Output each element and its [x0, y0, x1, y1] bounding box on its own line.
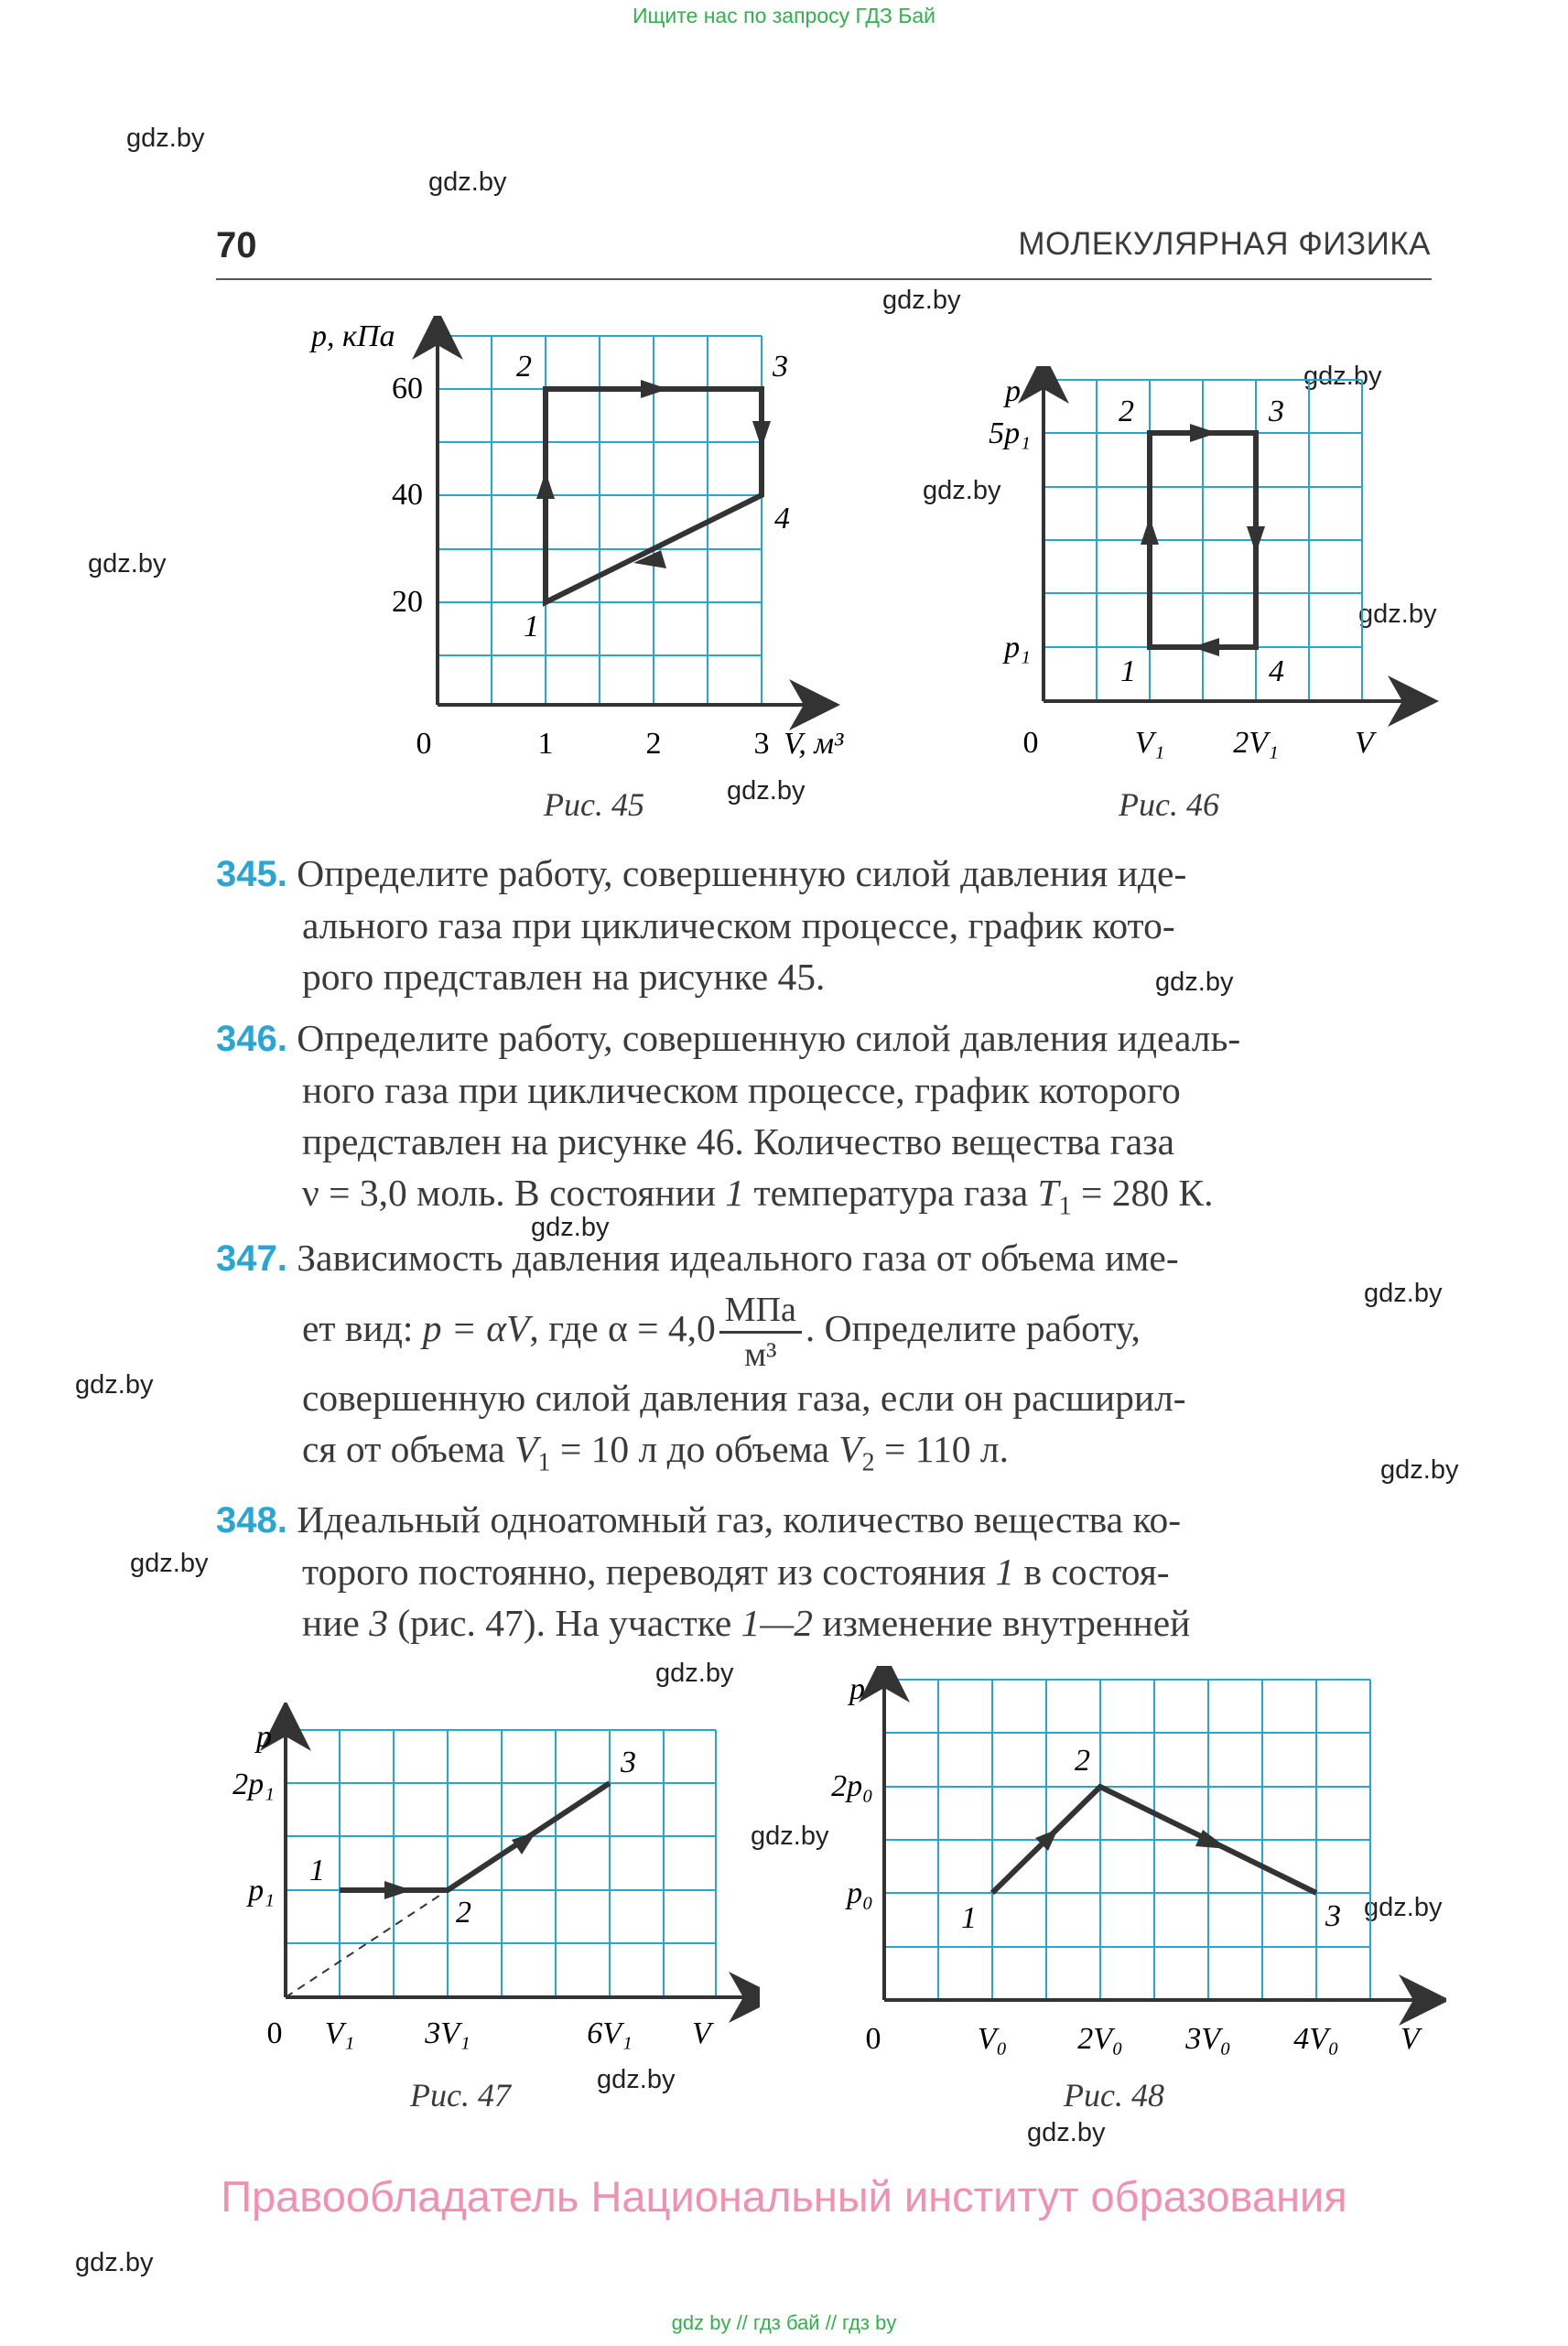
- point-label: 3: [773, 350, 788, 384]
- watermark: gdz.by: [923, 476, 1001, 505]
- problem-346: [216, 1012, 1433, 1232]
- grid: [1044, 380, 1362, 701]
- point-label: 1: [309, 1854, 325, 1887]
- point-label: 1: [961, 1901, 977, 1935]
- grid: [884, 1680, 1370, 2000]
- direction-arrows: [384, 1832, 536, 1899]
- y-tick: 5p₁: [989, 416, 1031, 450]
- figure-45: [275, 316, 897, 792]
- watermark: gdz.by: [75, 2248, 154, 2277]
- y-tick: 60: [392, 372, 423, 405]
- watermark: gdz.by: [75, 1370, 154, 1400]
- x-tick: 2V₀: [1077, 2022, 1123, 2056]
- watermark: gdz.by: [1358, 600, 1437, 629]
- x-tick: 3V₁: [425, 2016, 470, 2050]
- x-tick: 4V₀: [1293, 2022, 1339, 2056]
- problem-text-line: Определите работу, совершенную силой давления идеаль-: [297, 1017, 1241, 1059]
- x-axis-label: V: [1400, 2022, 1420, 2056]
- point-label: 2: [456, 1896, 471, 1930]
- watermark: gdz.by: [882, 286, 961, 315]
- x-tick: 3V₀: [1185, 2022, 1231, 2056]
- y-axis-label: p: [1005, 374, 1021, 408]
- watermark: gdz.by: [1027, 2118, 1106, 2147]
- x-tick: 0: [416, 727, 432, 761]
- problem-348: [216, 1494, 1433, 1649]
- x-tick: 6V₁: [587, 2016, 633, 2050]
- y-tick: 2p₀: [831, 1769, 873, 1803]
- figure-46: [952, 366, 1446, 769]
- x-tick: 2V₁: [1233, 726, 1279, 760]
- x-tick: 0: [865, 2022, 881, 2056]
- figure-46-caption: Рис. 46: [1119, 786, 1219, 823]
- watermark: gdz.by: [126, 124, 205, 153]
- y-axis-label: p: [256, 1720, 272, 1754]
- problem-text-line: Определите работу, совершенную силой давления иде-: [297, 852, 1187, 894]
- problem-text-line: совершенную силой давления газа, если он расширил-: [302, 1377, 1186, 1419]
- figure-48: [806, 1666, 1446, 2069]
- x-axis-label: V: [692, 2016, 711, 2050]
- grid: [286, 1730, 716, 1997]
- point-label: 2: [1119, 395, 1134, 428]
- point-label: 2: [1075, 1744, 1090, 1778]
- y-tick: 40: [392, 478, 423, 512]
- x-tick: 0: [266, 2016, 283, 2050]
- watermark: gdz.by: [531, 1213, 610, 1242]
- header-rule: [216, 278, 1432, 280]
- bottom-note: gdz by // гдз бай // гдз by: [671, 2311, 897, 2334]
- page-number: 70: [216, 225, 257, 265]
- problem-number: 348.: [216, 1500, 287, 1541]
- y-tick: 2p₁: [232, 1768, 275, 1801]
- y-tick: 20: [392, 585, 423, 619]
- x-tick: 3: [753, 727, 770, 761]
- problem-text-line: ние 3 (рис. 47). На участке 1—2 изменение внутренней: [302, 1602, 1191, 1644]
- problem-text-line: ся от объема $V_1 = 10$ л до объема $V_2 = 110$ л.: [302, 1428, 1009, 1477]
- y-tick: p₁: [248, 1874, 275, 1908]
- watermark: gdz.by: [1303, 362, 1382, 391]
- watermark: gdz.by: [130, 1549, 209, 1578]
- watermark: gdz.by: [655, 1659, 734, 1688]
- problem-text-line: представлен на рисунке 46. Количество вещества газа: [302, 1120, 1175, 1162]
- figure-48-caption: Рис. 48: [1064, 2077, 1164, 2114]
- unit-fraction: $\frac{\text{МПа}}{\text{м³}}$: [719, 1289, 802, 1376]
- figure-47-caption: Рис. 47: [410, 2077, 511, 2114]
- x-tick: V₁: [324, 2016, 355, 2050]
- point-label: 4: [774, 502, 790, 535]
- watermark: gdz.by: [1380, 1455, 1459, 1485]
- x-tick: 0: [1022, 726, 1039, 760]
- top-search-note: Ищите нас по запросу ГДЗ Бай: [632, 4, 936, 27]
- y-axis-label: p: [849, 1672, 865, 1706]
- problem-text-line: ного газа при циклическом процессе, график которого: [302, 1069, 1181, 1111]
- watermark: gdz.by: [428, 168, 507, 197]
- watermark: gdz.by: [88, 549, 167, 578]
- point-label: 1: [524, 610, 539, 643]
- point-label: 3: [621, 1746, 636, 1779]
- point-label: 2: [516, 350, 532, 384]
- watermark: gdz.by: [1364, 1893, 1443, 1922]
- problem-text-line: ального газа при циклическом процессе, график кото-: [302, 904, 1175, 946]
- x-tick: V₀: [977, 2022, 1008, 2056]
- problem-number: 346.: [216, 1019, 287, 1059]
- figure-45-caption: Рис. 45: [544, 786, 644, 823]
- y-tick: p₁: [1004, 631, 1031, 665]
- watermark: gdz.by: [597, 2065, 676, 2094]
- watermark: gdz.by: [751, 1822, 829, 1851]
- problem-text-line: ет вид: p = αV, где α = 4,0 $\frac{\text{МПа}}{\text{м³}}$ . Определите работу,: [302, 1290, 1141, 1374]
- x-tick: 1: [537, 727, 554, 761]
- y-axis-label: p, кПа: [311, 319, 395, 353]
- problem-text-line: торого постоянно, переводят из состояния 1 в состоя-: [302, 1551, 1170, 1593]
- problem-text-line: ν = 3,0 моль. В состоянии 1 температура газа $T_1 = 280$ К.: [302, 1172, 1214, 1221]
- problem-347: [216, 1232, 1433, 1488]
- point-label: 1: [1120, 654, 1136, 688]
- problem-text-line: Идеальный одноатомный газ, количество вещества ко-: [297, 1498, 1182, 1541]
- watermark: gdz.by: [1364, 1279, 1443, 1308]
- x-axis-label: V, м³: [784, 727, 844, 761]
- problem-text-line: Зависимость давления идеального газа от объема име-: [297, 1237, 1179, 1279]
- problem-345: [216, 848, 1433, 1002]
- x-axis-label: V: [1355, 726, 1374, 760]
- point-label: 3: [1269, 395, 1284, 428]
- x-tick: V₁: [1134, 726, 1165, 760]
- x-tick: 2: [645, 727, 662, 761]
- problem-text-line: рого представлен на рисунке 45.: [302, 956, 826, 998]
- y-tick: p₀: [847, 1876, 873, 1910]
- watermark: gdz.by: [1155, 968, 1234, 997]
- point-label: 4: [1269, 654, 1284, 688]
- problem-number: 345.: [216, 854, 287, 894]
- figure-47: [211, 1703, 760, 2069]
- copyright-notice: Правообладатель Национальный институт образования: [221, 2172, 1347, 2221]
- running-head: МОЛЕКУЛЯРНАЯ ФИЗИКА: [1018, 226, 1431, 262]
- watermark: gdz.by: [727, 776, 806, 805]
- point-label: 3: [1325, 1899, 1341, 1933]
- problem-number: 347.: [216, 1238, 287, 1279]
